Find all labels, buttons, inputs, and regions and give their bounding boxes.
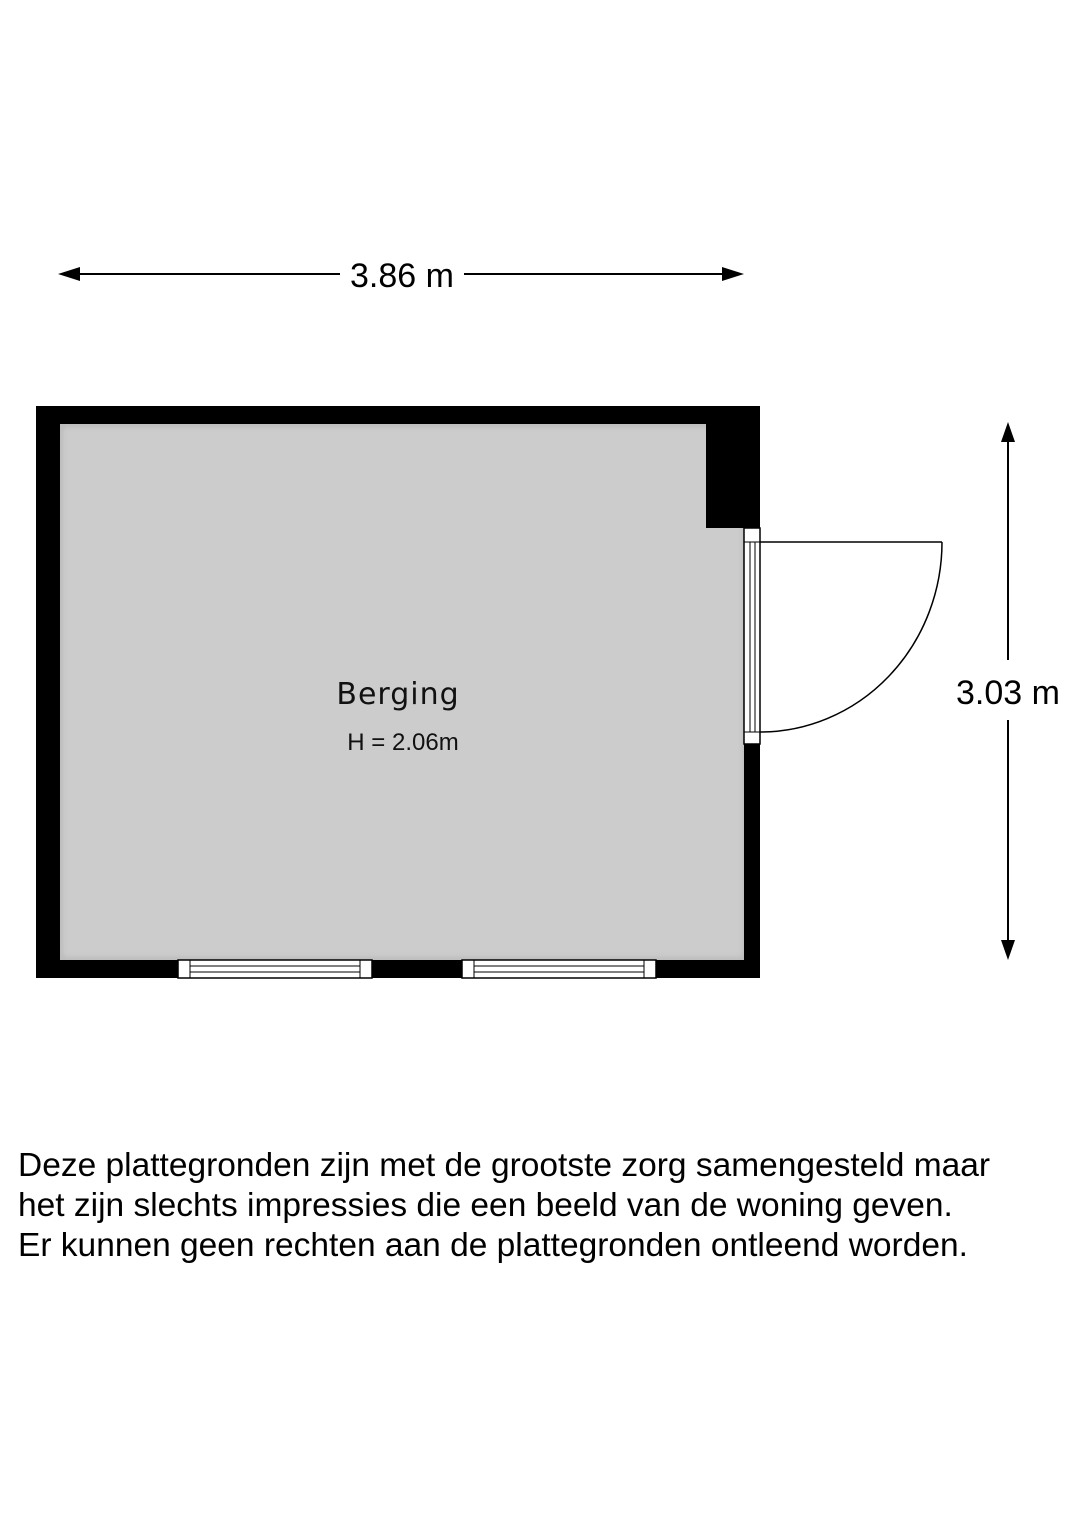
- door-frame: [744, 528, 760, 744]
- wall-bottom-right: [656, 960, 760, 978]
- window-left: [178, 960, 372, 978]
- door-swing-arc: [760, 542, 942, 732]
- wall-corner-block: [706, 406, 760, 528]
- disclaimer-line: het zijn slechts impressies die een beeld van de woning geven.: [18, 1187, 953, 1224]
- wall-bottom-middle: [372, 960, 462, 978]
- window-right: [462, 960, 656, 978]
- room-height: H = 2.06m: [347, 729, 459, 756]
- wall-bottom-left: [36, 960, 178, 978]
- depth-dimension: [956, 422, 1060, 960]
- disclaimer: [18, 1146, 1068, 1266]
- arrow-right-icon: [722, 267, 744, 281]
- wall-top: [36, 406, 760, 424]
- disclaimer-line: Deze plattegronden zijn met de grootste zorg samengesteld maar: [18, 1147, 991, 1184]
- arrow-left-icon: [58, 267, 80, 281]
- width-label: 3.86 m: [350, 257, 454, 295]
- wall-left: [36, 406, 60, 978]
- wall-right-lower: [744, 744, 760, 978]
- arrow-up-icon: [1001, 422, 1015, 442]
- width-dimension: [58, 257, 744, 295]
- room-name: Berging: [336, 677, 460, 712]
- door: [744, 528, 942, 744]
- arrow-down-icon: [1001, 940, 1015, 960]
- depth-label: 3.03 m: [956, 674, 1060, 712]
- disclaimer-line: Er kunnen geen rechten aan de plattegronden ontleend worden.: [18, 1227, 968, 1264]
